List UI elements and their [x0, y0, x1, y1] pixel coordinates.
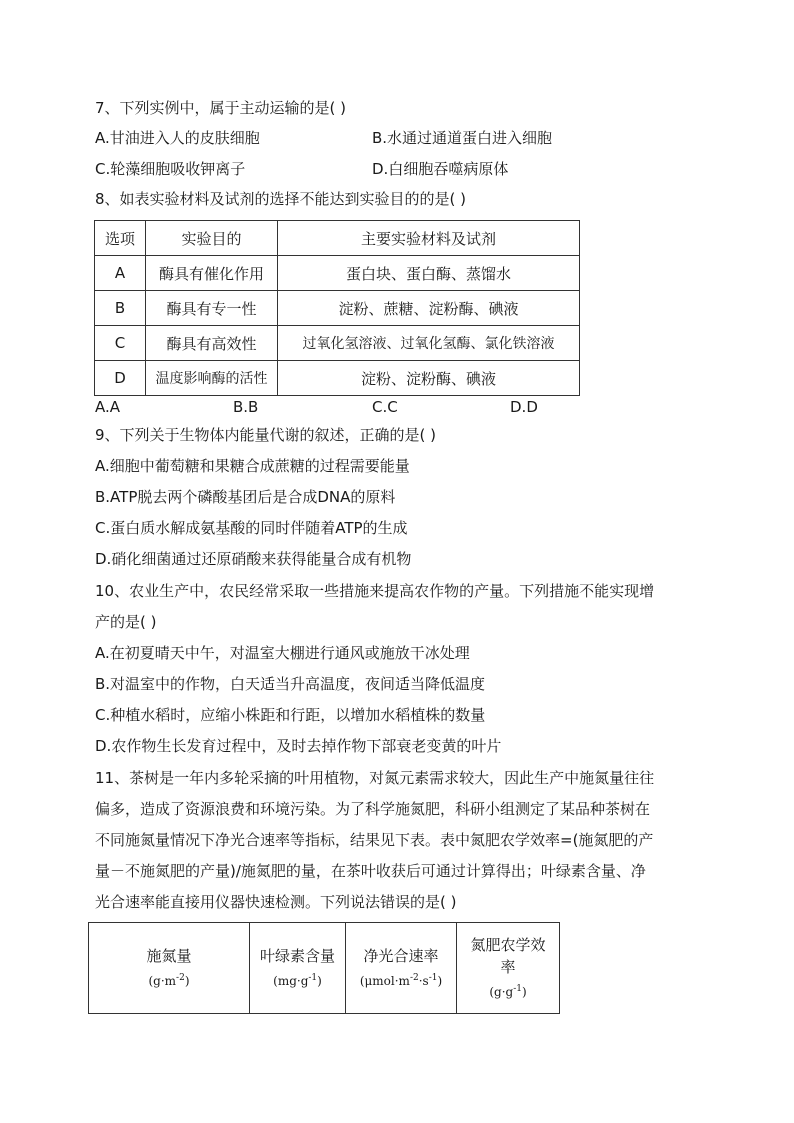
table-cell: 温度影响酶的活性: [146, 361, 278, 396]
table-cell: A: [95, 256, 146, 291]
header-name: 净光合速率: [363, 946, 439, 965]
q9-option-c: C.蛋白质水解成氨基酸的同时伴随着ATP的生成: [95, 519, 408, 537]
q10-option-b: B.对温室中的作物，白天适当升高温度，夜间适当降低温度: [95, 675, 486, 693]
table-row: [95, 361, 580, 396]
table-header-row: [95, 221, 580, 256]
q7-option-d: D.白细胞吞噬病原体: [372, 160, 509, 178]
q8-table: [94, 220, 580, 396]
table-header: [250, 923, 346, 1014]
q7-stem: 7、下列实例中，属于主动运输的是( ): [95, 99, 347, 117]
q9-stem: 9、下列关于生物体内能量代谢的叙述，正确的是( ): [95, 426, 437, 444]
table-cell: 淀粉、淀粉酶、碘液: [278, 361, 580, 396]
table-row: [95, 291, 580, 326]
table-header: [346, 923, 457, 1014]
header-name: 施氮量: [146, 946, 192, 965]
table-header: 选项: [95, 221, 146, 256]
table-header-row: [89, 923, 560, 1014]
q11-stem-line4: 量－不施氮肥的产量)/施氮肥的量，在茶叶收获后可通过计算得出；叶绿素含量、净: [95, 862, 646, 880]
table-header: [457, 923, 560, 1014]
table-header: [89, 923, 250, 1014]
table-row: [95, 326, 580, 361]
table-cell: 酶具有高效性: [146, 326, 278, 361]
q8-option-d: D.D: [510, 398, 538, 416]
q11-stem-line3: 不同施氮量情况下净光合速率等指标，结果见下表。表中氮肥农学效率=(施氮肥的产: [95, 831, 654, 849]
q10-option-a: A.在初夏晴天中午，对温室大棚进行通风或施放干冰处理: [95, 644, 470, 662]
q8-option-a: A.A: [95, 398, 121, 416]
q11-stem-line2: 偏多，造成了资源浪费和环境污染。为了科学施氮肥，科研小组测定了某品种茶树在: [95, 800, 651, 818]
q8-option-c: C.C: [372, 398, 398, 416]
q10-stem-line2: 产的是( ): [95, 613, 157, 631]
header-unit: $(\mu mol\cdot m^{-2}\cdot s^{-1})$: [359, 972, 443, 988]
header-unit: $(g\cdot g^{-1})$: [489, 983, 527, 999]
table-cell: 淀粉、蔗糖、淀粉酶、碘液: [278, 291, 580, 326]
table-cell: 酶具有催化作用: [146, 256, 278, 291]
header-name: 叶绿素含量: [259, 946, 335, 965]
header-unit: $(mg\cdot g^{-1})$: [273, 972, 322, 988]
q11-stem-line1: 11、茶树是一年内多轮采摘的叶用植物，对氮元素需求较大，因此生产中施氮量往往: [95, 769, 655, 787]
q8-option-b: B.B: [233, 398, 259, 416]
table-cell: 酶具有专一性: [146, 291, 278, 326]
table-cell: 过氧化氢溶液、过氧化氢酶、氯化铁溶液: [278, 326, 580, 361]
table-header: 实验目的: [146, 221, 278, 256]
q11-stem-line5: 光合速率能直接用仪器快速检测。下列说法错误的是( ): [95, 893, 457, 911]
q7-option-b: B.水通过通道蛋白进入细胞: [372, 129, 553, 147]
table-header: 主要实验材料及试剂: [278, 221, 580, 256]
header-name: 氮肥农学效: [470, 935, 546, 954]
q10-option-d: D.农作物生长发育过程中，及时去掉作物下部衰老变黄的叶片: [95, 737, 502, 755]
table-cell: B: [95, 291, 146, 326]
q9-option-b: B.ATP脱去两个磷酸基团后是合成DNA的原料: [95, 488, 396, 506]
q7-option-a: A.甘油进入人的皮肤细胞: [95, 129, 260, 147]
table-cell: C: [95, 326, 146, 361]
table-cell: 蛋白块、蛋白酶、蒸馏水: [278, 256, 580, 291]
q9-option-a: A.细胞中葡萄糖和果糖合成蔗糖的过程需要能量: [95, 457, 410, 475]
q11-table: [88, 922, 560, 1014]
q9-option-d: D.硝化细菌通过还原硝酸来获得能量合成有机物: [95, 550, 412, 568]
header-name: 率: [500, 957, 516, 976]
header-unit: $(g\cdot m^{-2})$: [148, 972, 190, 988]
q7-option-c: C.轮藻细胞吸收钾离子: [95, 160, 246, 178]
q10-stem-line1: 10、农业生产中，农民经常采取一些措施来提高农作物的产量。下列措施不能实现增: [95, 582, 655, 600]
q8-stem: 8、如表实验材料及试剂的选择不能达到实验目的的是( ): [95, 190, 467, 208]
table-cell: D: [95, 361, 146, 396]
table-row: [95, 256, 580, 291]
q10-option-c: C.种植水稻时，应缩小株距和行距，以增加水稻植株的数量: [95, 706, 486, 724]
